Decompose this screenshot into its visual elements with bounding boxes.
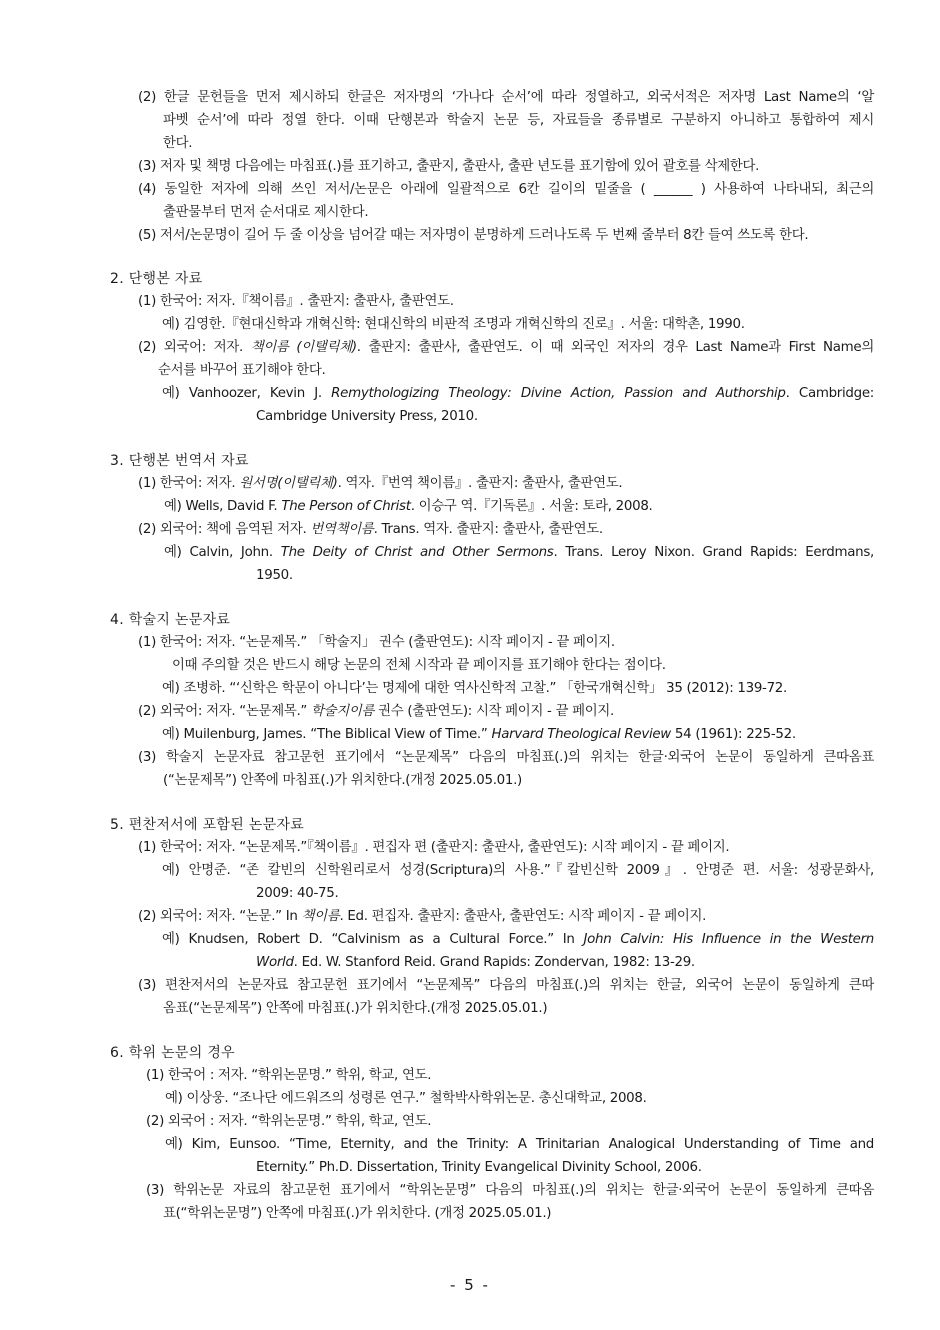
s4-note-line-2: (“논문제목”) 안쪽에 마침표(.)가 위치한다.(개정 2025.05.01.) [163,773,522,788]
rule-4-line-2: 출판물부터 먼저 순서대로 제시한다. [163,205,369,220]
s3-foreign-example-line-2: 1950. [256,568,293,583]
s6-note-line-2: 표(“학위논문명”) 안쪽에 마침표(.)가 위치한다. (개정 2025.05.01.) [163,1206,552,1221]
s6-korean-rule: (1) 한국어 : 저자. “학위논문명.” 학위, 학교, 연도. [146,1068,432,1083]
section-2-heading: 2. 단행본 자료 [110,271,203,287]
page-number: - 5 - [450,1276,490,1294]
s4-korean-note: 이때 주의할 것은 반드시 해당 논문의 전체 시작과 끝 페이지를 표기해야 한다는 점이다. [172,658,666,673]
rule-2-line-3: 한다. [163,136,193,151]
section-6-heading: 6. 학위 논문의 경우 [110,1045,235,1061]
s5-korean-rule: (1) 한국어: 저자. “논문제목.”『책이름』. 편집자 편 (출판지: 출판사, 출판연도): 시작 페이지 - 끝 페이지. [138,840,730,855]
s2-korean-rule: (1) 한국어: 저자.『책이름』. 출판지: 출판사, 출판연도. [138,294,454,309]
section-4-heading: 4. 학술지 논문자료 [110,612,231,628]
s6-foreign-example-line-1: 예) Kim, Eunsoo. “Time, Eternity, and the Trinity: A Trinitarian Analogical Understanding of Time and [165,1137,874,1152]
s6-korean-example: 예) 이상웅. “조나단 에드워즈의 성령론 연구.” 철학박사학위논문. 총신대학교, 2008. [165,1091,647,1106]
s3-korean-rule: (1) 한국어: 저자. 원서명(이탤릭체). 역자.『번역 책이름』. 출판지: 출판사, 출판연도. [138,476,623,491]
s5-foreign-rule: (2) 외국어: 저자. “논문.” In 책이름. Ed. 편집자. 출판지: 출판사, 출판연도: 시작 페이지 - 끝 페이지. [138,909,707,924]
s3-korean-example: 예) Wells, David F. The Person of Christ. 이승구 역.『기독론』. 서울: 토라, 2008. [164,499,653,514]
s4-korean-example: 예) 조병하. “‘신학은 학문이 아니다’는 명제에 대한 역사신학적 고찰.” 「한국개혁신학」 35 (2012): 139-72. [162,681,787,696]
s5-korean-example-line-2: 2009: 40-75. [256,886,339,901]
s5-foreign-example-line-2: World. Ed. W. Stanford Reid. Grand Rapids: Zondervan, 1982: 13-29. [256,955,695,970]
s5-korean-example-line-1: 예) 안명준. “존 칼빈의 신학원리로서 성경(Scriptura)의 사용.”『칼빈신학 2009』. 안명준 편. 서울: 성광문화사, [162,863,874,878]
s3-foreign-example-line-1: 예) Calvin, John. The Deity of Christ and Other Sermons. Trans. Leroy Nixon. Grand Rapids: Eerdmans, [164,545,874,560]
s4-foreign-example: 예) Muilenburg, James. “The Biblical View of Time.” Harvard Theological Review 54 (1961): 225-52. [162,727,796,742]
s6-foreign-rule: (2) 외국어 : 저자. “학위논문명.” 학위, 학교, 연도. [146,1114,432,1129]
s5-foreign-example-line-1: 예) Knudsen, Robert D. “Calvinism as a Cultural Force.” In John Calvin: His Influence in the Western [162,932,874,947]
s2-foreign-example-line-1: 예) Vanhoozer, Kevin J. Remythologizing Theology: Divine Action, Passion and Authorship. Cambridge: [162,386,874,401]
s6-note-line-1: (3) 학위논문 자료의 참고문헌 표기에서 “학위논문명” 다음의 마침표(.)의 위치는 한글·외국어 논문이 동일하게 큰따옴 [146,1183,874,1198]
s4-foreign-rule: (2) 외국어: 저자. “논문제목.” 학술지이름 권수 (출판연도): 시작 페이지 - 끝 페이지. [138,704,614,719]
s2-foreign-rule-line-2: 순서를 바꾸어 표기해야 한다. [158,363,326,378]
s2-foreign-rule-line-1: (2) 외국어: 저자. 책이름 (이탤릭체). 출판지: 출판사, 출판연도. 이 때 외국인 저자의 경우 Last Name과 First Name의 [138,340,874,355]
rule-2-line-2: 파벳 순서’에 따라 정열 한다. 이때 단행본과 학술지 논문 등, 자료들을 종류별로 구분하지 아니하고 통합하여 제시 [163,113,874,128]
s4-note-line-1: (3) 학술지 논문자료 참고문헌 표기에서 “논문제목” 다음의 마침표(.)의 위치는 한글·외국어 논문이 동일하게 큰따옴표 [138,750,874,765]
section-3-heading: 3. 단행본 번역서 자료 [110,453,249,469]
s5-note-line-1: (3) 편찬저서의 논문자료 참고문헌 표기에서 “논문제목” 다음의 마침표(.)의 위치는 한글, 외국어 논문이 동일하게 큰따 [138,978,874,993]
section-5-heading: 5. 편찬저서에 포함된 논문자료 [110,817,305,833]
rule-4-line-1: (4) 동일한 저자에 의해 쓰인 저서/논문은 아래에 일괄적으로 6칸 길이의 밑줄을 ( ______ ) 사용하여 나타내되, 최근의 [138,182,874,197]
rule-5: (5) 저서/논문명이 길어 두 줄 이상을 넘어갈 때는 저자명이 분명하게 드러나도록 두 번째 줄부터 8칸 들여 쓰도록 한다. [138,228,809,243]
rule-2-line-1: (2) 한글 문헌들을 먼저 제시하되 한글은 저자명의 ‘가나다 순서’에 따라 정열하고, 외국서적은 저자명 Last Name의 ‘알 [138,90,874,105]
s4-korean-rule: (1) 한국어: 저자. “논문제목.” 「학술지」 권수 (출판연도): 시작 페이지 - 끝 페이지. [138,635,615,650]
rule-3: (3) 저자 및 책명 다음에는 마침표(.)를 표기하고, 출판지, 출판사, 출판 년도를 표기함에 있어 괄호를 삭제한다. [138,159,760,174]
s3-foreign-rule: (2) 외국어: 책에 음역된 저자. 번역책이름. Trans. 역자. 출판지: 출판사, 출판연도. [138,522,603,537]
s5-note-line-2: 옴표(“논문제목”) 안쪽에 마침표(.)가 위치한다.(개정 2025.05.01.) [163,1001,548,1016]
s6-foreign-example-line-2: Eternity.” Ph.D. Dissertation, Trinity Evangelical Divinity School, 2006. [256,1160,702,1175]
s2-korean-example: 예) 김영한.『현대신학과 개혁신학: 현대신학의 비판적 조명과 개혁신학의 진로』. 서울: 대학촌, 1990. [162,317,745,332]
s2-foreign-example-line-2: Cambridge University Press, 2010. [256,409,478,424]
